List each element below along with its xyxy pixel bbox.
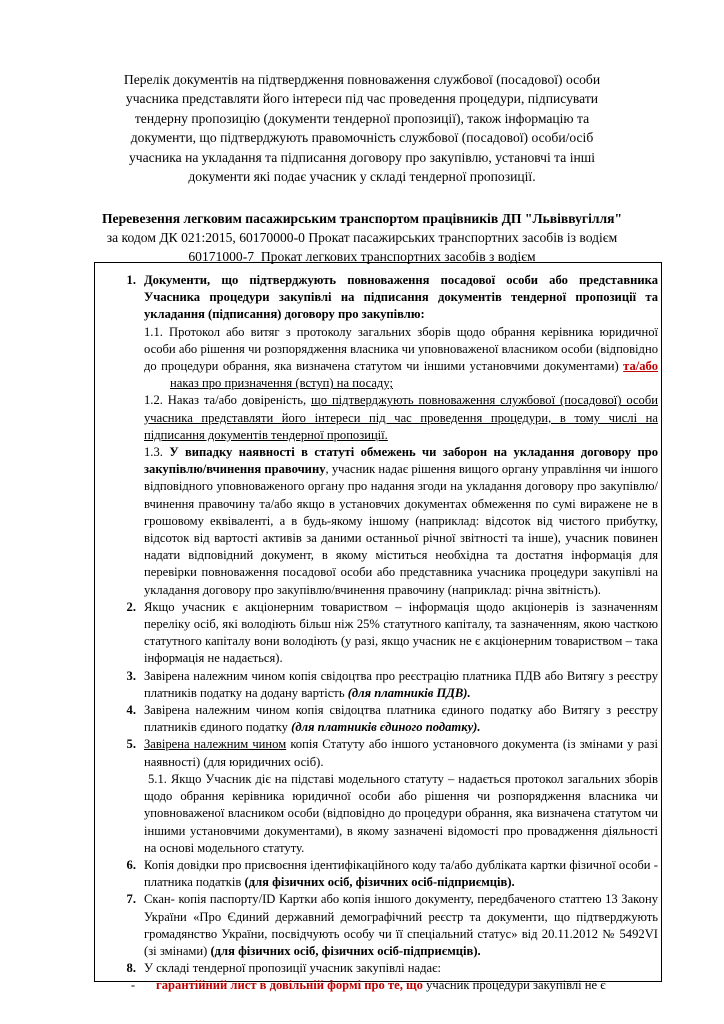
item-content [144, 272, 658, 599]
item-content [144, 702, 658, 736]
item-1-1-highlight: та/або [623, 359, 658, 374]
item-3-text: Завірена належним чином копія свідоцтва про реєстрацію платника ПДВ або Витягу з реєстру платників податку на додану вартість [144, 668, 658, 700]
item-5-text: копія Статуту або іншого установчого документа (із змінами у разі наявності) (для юридичних осіб). [144, 737, 658, 769]
item-7-note: (для фізичних осіб, фізичних осіб-підприємців). [210, 943, 481, 958]
item-7-text: Скан- копія паспорту/ID Картки або копія іншого документу, передбаченого статтею 13 Закону України «Про Єдиний державний демографічний реєстр та документи, що підтверджують громадянство України, посвідчують особу чи її спеціальний статус» від 20.11.2012 № 5492VI (зі змінами) [144, 892, 658, 958]
item-number: 2. [126, 599, 136, 614]
item-1-heading: Документи, що підтверджують повноваження посадової особи або представника Учасника процедури закупівлі на підписання документів тендерної пропозиції та укладання (підписання) договору про закупівлю: [144, 273, 658, 322]
document-list [110, 272, 658, 995]
title-line-1: Перевезення легковим пасажирським транспортом працівників ДП "Львіввугілля" [101, 211, 623, 226]
item-content [144, 891, 658, 960]
title-line-2: за кодом ДК 021:2015, 60170000-0 Прокат пасажирських транспортних засобів із водієм [106, 230, 618, 245]
item-number: 7. [126, 892, 136, 907]
item-6-text: Копія довідки про присвоєння ідентифікаційного коду та/або дубліката картки фізичної особи - платника податків [144, 857, 658, 890]
list-item-3 [110, 668, 658, 702]
item-1-3-bold: У випадку наявності в статуті обмежень чи заборон на укладання договору про закупівлю/вчинення правочину [144, 445, 658, 477]
list-item-4 [110, 702, 658, 736]
item-4-text: Завірена належним чином копія свідоцтва платника єдиного податку або Витягу з реєстру платників єдиного податку [144, 703, 658, 735]
item-3-note: (для платників ПДВ). [347, 685, 471, 700]
list-item-1 [110, 272, 658, 599]
item-content [130, 960, 658, 994]
item-number: 8. [126, 961, 136, 976]
list-item-2 [110, 599, 658, 668]
item-number: 3. [126, 668, 136, 683]
item-content: Якщо учасник є акціонерним товариством – інформація щодо акціонерів із зазначенням переліку осіб, які володіють більш ніж 25% статутного капіталу, та зазначенням, якою часткою статутного капіталу вони володіють (у разі, якщо учасник не є акціонерним товариством – така інформація не надається). [144, 599, 658, 666]
procurement-title [92, 209, 632, 266]
title-line-3: 60171000-7_Прокат легкових транспортних засобів з водієм [188, 249, 536, 264]
item-number: 5. [126, 737, 136, 752]
item-8-bullet-text [156, 977, 658, 994]
item-1-2-underlined: що підтверджують повноваження службової (посадової) особи учасника представляти його інтереси під час проведення процедури, в тому числі на підписання документів тендерної пропозиції. [144, 393, 658, 442]
list-item-6 [110, 857, 658, 891]
item-1-3-label: 1.3. [144, 445, 163, 460]
item-number: 4. [126, 703, 136, 718]
list-item-7 [110, 891, 658, 960]
intro-paragraph: Перелік документів на підтвердження повноваження службової (посадової) особи учасника представляти його інтереси під час проведення процедури, підписувати тендерну пропозицію (документи тендерної пропозиції), також інформацію та документи, що підтверджують правомочність службової (посадової) особи/осіб учасника на укладання та підписання договору про закупівлю, установчі та інші документи які подає учасник у складі тендерної пропозиції. [123, 72, 601, 185]
dash-marker: - [130, 978, 136, 993]
item-8-text: У складі тендерної пропозиції учасник закупівлі надає: [144, 961, 442, 976]
item-number: 6. [126, 857, 136, 872]
item-1-1-tail: наказ про призначення (вступ) на посаду; [170, 376, 393, 391]
item-8-highlight: гарантійний лист в довільній формі про те, що [156, 978, 423, 993]
item-1-1: 1.1. Протокол або витяг з протоколу загальних зборів щодо обрання керівника юридичної особи або рішення чи розпорядження власника чи уповноваженої власником особи (відповідно до процедури обрання, яка визначена статутом чи іншими установчими документами) [144, 324, 658, 374]
item-1-3-text: , учасник надає рішення вищого органу управління чи іншого відповідного уповноваженого органу про надання згоди на укладання договору про закупівлю/вчинення правочину та/або якщо в установчих документах обмеження по сумі виражене не в грошовому еквіваленті, а в будь-якому іншому (наприклад: відсоток від чистого прибутку, відсоток від вартості активів за даними останньої річної звітності та інше), учасник повинен надати відповідний документ, в якому міститься необхідна та достатня інформація для перевірки повноваження посадової особи або представника учасника процедури закупівлі на укладання договору про закупівлю/вчинення правочину (наприклад: річна звітність). [144, 462, 658, 597]
item-content [144, 736, 658, 856]
item-number: 1. [126, 273, 136, 287]
item-content [144, 668, 658, 702]
item-8-bullet [110, 977, 658, 994]
item-5-1: 5.1. Якщо Учасник діє на підставі модельного статуту – надається протокол загальних зборів щодо обрання керівника юридичної особи або рішення чи розпорядження власника чи уповноваженої власником особи (відповідно до процедури обрання, яка визначена статутом чи іншими установчими документами), в якому зазначені відомості про провадження діяльності на основі модельного статуту. [144, 771, 658, 855]
list-item-5 [110, 736, 658, 856]
item-6-note: (для фізичних осіб, фізичних осіб-підприємців). [244, 875, 515, 890]
item-content [144, 857, 658, 891]
item-4-note: (для платників єдиного податку). [291, 720, 481, 735]
item-5-underlined: Завірена належним чином [144, 737, 287, 752]
list-item-8 [110, 960, 658, 994]
item-8-tail: учасник процедури закупівлі не є [426, 978, 606, 993]
item-1-2: 1.2. Наказ та/або довіреність, [144, 393, 307, 408]
